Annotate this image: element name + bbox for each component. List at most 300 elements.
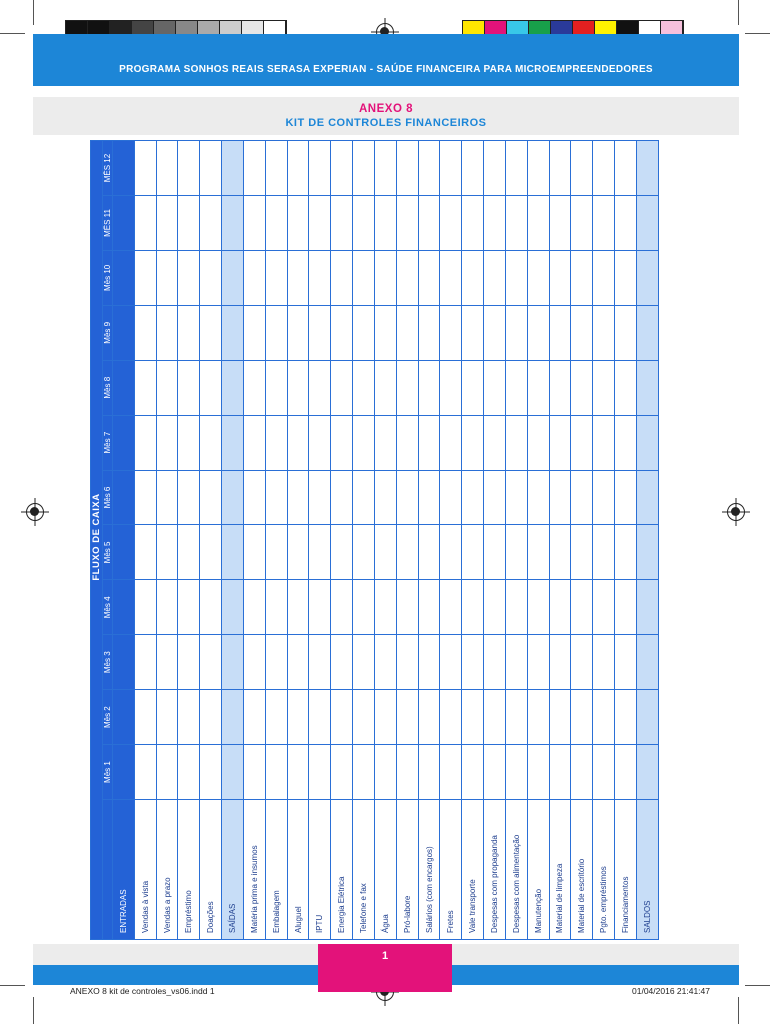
value-cell[interactable] xyxy=(571,635,593,690)
value-cell[interactable] xyxy=(222,470,244,525)
value-cell[interactable] xyxy=(593,525,615,580)
value-cell[interactable] xyxy=(243,635,265,690)
value-cell[interactable] xyxy=(440,141,462,196)
value-cell[interactable] xyxy=(222,745,244,800)
value-cell[interactable] xyxy=(134,196,156,251)
value-cell[interactable] xyxy=(243,745,265,800)
value-cell[interactable] xyxy=(636,250,658,305)
value-cell[interactable] xyxy=(156,635,178,690)
value-cell[interactable] xyxy=(309,141,331,196)
value-cell[interactable] xyxy=(505,415,527,470)
value-cell[interactable] xyxy=(222,690,244,745)
value-cell[interactable] xyxy=(505,525,527,580)
value-cell[interactable] xyxy=(156,525,178,580)
value-cell[interactable] xyxy=(615,196,637,251)
value-cell[interactable] xyxy=(484,525,506,580)
value-cell[interactable] xyxy=(505,580,527,635)
value-cell[interactable] xyxy=(309,470,331,525)
value-cell[interactable] xyxy=(418,415,440,470)
value-cell[interactable] xyxy=(484,196,506,251)
value-cell[interactable] xyxy=(505,690,527,745)
value-cell[interactable] xyxy=(243,250,265,305)
value-cell[interactable] xyxy=(615,415,637,470)
value-cell[interactable] xyxy=(113,196,135,251)
value-cell[interactable] xyxy=(527,690,549,745)
value-cell[interactable] xyxy=(440,470,462,525)
value-cell[interactable] xyxy=(636,525,658,580)
value-cell[interactable] xyxy=(440,525,462,580)
value-cell[interactable] xyxy=(265,250,287,305)
value-cell[interactable] xyxy=(549,250,571,305)
value-cell[interactable] xyxy=(505,470,527,525)
value-cell[interactable] xyxy=(200,525,222,580)
value-cell[interactable] xyxy=(331,745,353,800)
value-cell[interactable] xyxy=(265,141,287,196)
value-cell[interactable] xyxy=(156,745,178,800)
value-cell[interactable] xyxy=(113,250,135,305)
value-cell[interactable] xyxy=(374,635,396,690)
value-cell[interactable] xyxy=(243,141,265,196)
value-cell[interactable] xyxy=(571,196,593,251)
value-cell[interactable] xyxy=(287,470,309,525)
value-cell[interactable] xyxy=(462,690,484,745)
value-cell[interactable] xyxy=(134,525,156,580)
value-cell[interactable] xyxy=(636,470,658,525)
value-cell[interactable] xyxy=(549,580,571,635)
value-cell[interactable] xyxy=(222,141,244,196)
value-cell[interactable] xyxy=(243,196,265,251)
value-cell[interactable] xyxy=(484,635,506,690)
value-cell[interactable] xyxy=(156,360,178,415)
value-cell[interactable] xyxy=(353,250,375,305)
value-cell[interactable] xyxy=(396,690,418,745)
value-cell[interactable] xyxy=(396,580,418,635)
value-cell[interactable] xyxy=(243,525,265,580)
value-cell[interactable] xyxy=(418,470,440,525)
value-cell[interactable] xyxy=(505,250,527,305)
value-cell[interactable] xyxy=(440,415,462,470)
value-cell[interactable] xyxy=(527,580,549,635)
value-cell[interactable] xyxy=(374,415,396,470)
value-cell[interactable] xyxy=(134,745,156,800)
value-cell[interactable] xyxy=(374,305,396,360)
value-cell[interactable] xyxy=(484,745,506,800)
value-cell[interactable] xyxy=(178,470,200,525)
value-cell[interactable] xyxy=(353,745,375,800)
value-cell[interactable] xyxy=(134,470,156,525)
value-cell[interactable] xyxy=(440,360,462,415)
value-cell[interactable] xyxy=(440,305,462,360)
value-cell[interactable] xyxy=(200,196,222,251)
value-cell[interactable] xyxy=(156,141,178,196)
value-cell[interactable] xyxy=(309,305,331,360)
value-cell[interactable] xyxy=(396,415,418,470)
value-cell[interactable] xyxy=(265,745,287,800)
value-cell[interactable] xyxy=(374,690,396,745)
value-cell[interactable] xyxy=(222,196,244,251)
value-cell[interactable] xyxy=(615,360,637,415)
value-cell[interactable] xyxy=(331,470,353,525)
value-cell[interactable] xyxy=(615,690,637,745)
value-cell[interactable] xyxy=(462,196,484,251)
value-cell[interactable] xyxy=(287,141,309,196)
value-cell[interactable] xyxy=(113,470,135,525)
value-cell[interactable] xyxy=(353,635,375,690)
value-cell[interactable] xyxy=(396,250,418,305)
value-cell[interactable] xyxy=(593,635,615,690)
value-cell[interactable] xyxy=(265,470,287,525)
value-cell[interactable] xyxy=(353,360,375,415)
value-cell[interactable] xyxy=(593,690,615,745)
value-cell[interactable] xyxy=(527,415,549,470)
value-cell[interactable] xyxy=(353,305,375,360)
value-cell[interactable] xyxy=(243,360,265,415)
value-cell[interactable] xyxy=(462,360,484,415)
value-cell[interactable] xyxy=(287,690,309,745)
value-cell[interactable] xyxy=(418,141,440,196)
value-cell[interactable] xyxy=(571,415,593,470)
value-cell[interactable] xyxy=(113,141,135,196)
value-cell[interactable] xyxy=(396,745,418,800)
value-cell[interactable] xyxy=(331,141,353,196)
value-cell[interactable] xyxy=(113,525,135,580)
value-cell[interactable] xyxy=(134,415,156,470)
value-cell[interactable] xyxy=(287,635,309,690)
value-cell[interactable] xyxy=(134,305,156,360)
value-cell[interactable] xyxy=(265,360,287,415)
value-cell[interactable] xyxy=(396,305,418,360)
value-cell[interactable] xyxy=(200,690,222,745)
value-cell[interactable] xyxy=(222,635,244,690)
value-cell[interactable] xyxy=(527,470,549,525)
value-cell[interactable] xyxy=(134,141,156,196)
value-cell[interactable] xyxy=(222,580,244,635)
value-cell[interactable] xyxy=(374,745,396,800)
value-cell[interactable] xyxy=(156,196,178,251)
value-cell[interactable] xyxy=(265,305,287,360)
value-cell[interactable] xyxy=(571,745,593,800)
value-cell[interactable] xyxy=(200,360,222,415)
value-cell[interactable] xyxy=(440,250,462,305)
value-cell[interactable] xyxy=(178,745,200,800)
value-cell[interactable] xyxy=(374,360,396,415)
value-cell[interactable] xyxy=(505,141,527,196)
value-cell[interactable] xyxy=(527,745,549,800)
value-cell[interactable] xyxy=(571,250,593,305)
value-cell[interactable] xyxy=(462,250,484,305)
value-cell[interactable] xyxy=(462,305,484,360)
value-cell[interactable] xyxy=(636,580,658,635)
value-cell[interactable] xyxy=(331,580,353,635)
value-cell[interactable] xyxy=(156,470,178,525)
value-cell[interactable] xyxy=(178,635,200,690)
value-cell[interactable] xyxy=(178,690,200,745)
value-cell[interactable] xyxy=(374,525,396,580)
value-cell[interactable] xyxy=(396,525,418,580)
value-cell[interactable] xyxy=(287,745,309,800)
value-cell[interactable] xyxy=(549,141,571,196)
value-cell[interactable] xyxy=(615,525,637,580)
value-cell[interactable] xyxy=(593,141,615,196)
value-cell[interactable] xyxy=(287,305,309,360)
value-cell[interactable] xyxy=(134,635,156,690)
value-cell[interactable] xyxy=(374,141,396,196)
value-cell[interactable] xyxy=(549,745,571,800)
value-cell[interactable] xyxy=(571,690,593,745)
value-cell[interactable] xyxy=(418,635,440,690)
value-cell[interactable] xyxy=(200,250,222,305)
value-cell[interactable] xyxy=(615,745,637,800)
value-cell[interactable] xyxy=(418,525,440,580)
value-cell[interactable] xyxy=(593,415,615,470)
value-cell[interactable] xyxy=(178,305,200,360)
value-cell[interactable] xyxy=(440,690,462,745)
value-cell[interactable] xyxy=(593,470,615,525)
value-cell[interactable] xyxy=(178,196,200,251)
value-cell[interactable] xyxy=(549,196,571,251)
value-cell[interactable] xyxy=(200,745,222,800)
value-cell[interactable] xyxy=(484,360,506,415)
value-cell[interactable] xyxy=(549,360,571,415)
value-cell[interactable] xyxy=(374,470,396,525)
value-cell[interactable] xyxy=(527,141,549,196)
value-cell[interactable] xyxy=(636,415,658,470)
value-cell[interactable] xyxy=(396,141,418,196)
value-cell[interactable] xyxy=(287,196,309,251)
value-cell[interactable] xyxy=(222,250,244,305)
value-cell[interactable] xyxy=(265,580,287,635)
value-cell[interactable] xyxy=(222,415,244,470)
value-cell[interactable] xyxy=(484,470,506,525)
value-cell[interactable] xyxy=(615,141,637,196)
value-cell[interactable] xyxy=(353,580,375,635)
value-cell[interactable] xyxy=(178,141,200,196)
value-cell[interactable] xyxy=(418,305,440,360)
value-cell[interactable] xyxy=(505,745,527,800)
value-cell[interactable] xyxy=(331,196,353,251)
value-cell[interactable] xyxy=(527,525,549,580)
value-cell[interactable] xyxy=(113,690,135,745)
value-cell[interactable] xyxy=(156,415,178,470)
value-cell[interactable] xyxy=(200,580,222,635)
value-cell[interactable] xyxy=(527,635,549,690)
value-cell[interactable] xyxy=(243,415,265,470)
value-cell[interactable] xyxy=(462,141,484,196)
value-cell[interactable] xyxy=(615,635,637,690)
value-cell[interactable] xyxy=(571,141,593,196)
value-cell[interactable] xyxy=(615,580,637,635)
value-cell[interactable] xyxy=(571,580,593,635)
value-cell[interactable] xyxy=(243,690,265,745)
value-cell[interactable] xyxy=(331,415,353,470)
value-cell[interactable] xyxy=(549,690,571,745)
value-cell[interactable] xyxy=(396,360,418,415)
value-cell[interactable] xyxy=(593,305,615,360)
value-cell[interactable] xyxy=(353,470,375,525)
value-cell[interactable] xyxy=(113,305,135,360)
value-cell[interactable] xyxy=(615,470,637,525)
value-cell[interactable] xyxy=(156,305,178,360)
value-cell[interactable] xyxy=(309,580,331,635)
value-cell[interactable] xyxy=(331,525,353,580)
value-cell[interactable] xyxy=(134,250,156,305)
value-cell[interactable] xyxy=(309,250,331,305)
value-cell[interactable] xyxy=(243,305,265,360)
value-cell[interactable] xyxy=(156,690,178,745)
value-cell[interactable] xyxy=(113,745,135,800)
value-cell[interactable] xyxy=(484,305,506,360)
value-cell[interactable] xyxy=(200,635,222,690)
value-cell[interactable] xyxy=(287,360,309,415)
value-cell[interactable] xyxy=(505,360,527,415)
value-cell[interactable] xyxy=(331,250,353,305)
value-cell[interactable] xyxy=(593,580,615,635)
value-cell[interactable] xyxy=(571,525,593,580)
value-cell[interactable] xyxy=(243,580,265,635)
value-cell[interactable] xyxy=(396,196,418,251)
value-cell[interactable] xyxy=(484,141,506,196)
value-cell[interactable] xyxy=(222,360,244,415)
value-cell[interactable] xyxy=(243,470,265,525)
value-cell[interactable] xyxy=(200,415,222,470)
value-cell[interactable] xyxy=(462,635,484,690)
value-cell[interactable] xyxy=(484,415,506,470)
value-cell[interactable] xyxy=(571,305,593,360)
value-cell[interactable] xyxy=(462,580,484,635)
value-cell[interactable] xyxy=(200,141,222,196)
value-cell[interactable] xyxy=(222,525,244,580)
value-cell[interactable] xyxy=(265,690,287,745)
value-cell[interactable] xyxy=(178,360,200,415)
value-cell[interactable] xyxy=(549,470,571,525)
value-cell[interactable] xyxy=(440,196,462,251)
value-cell[interactable] xyxy=(156,250,178,305)
value-cell[interactable] xyxy=(440,580,462,635)
value-cell[interactable] xyxy=(636,141,658,196)
value-cell[interactable] xyxy=(615,250,637,305)
value-cell[interactable] xyxy=(527,196,549,251)
value-cell[interactable] xyxy=(440,635,462,690)
value-cell[interactable] xyxy=(462,415,484,470)
value-cell[interactable] xyxy=(265,415,287,470)
value-cell[interactable] xyxy=(440,745,462,800)
value-cell[interactable] xyxy=(527,305,549,360)
value-cell[interactable] xyxy=(353,690,375,745)
value-cell[interactable] xyxy=(287,415,309,470)
value-cell[interactable] xyxy=(287,250,309,305)
value-cell[interactable] xyxy=(571,470,593,525)
value-cell[interactable] xyxy=(309,415,331,470)
value-cell[interactable] xyxy=(505,635,527,690)
value-cell[interactable] xyxy=(200,305,222,360)
value-cell[interactable] xyxy=(113,415,135,470)
value-cell[interactable] xyxy=(527,360,549,415)
value-cell[interactable] xyxy=(462,525,484,580)
value-cell[interactable] xyxy=(636,360,658,415)
value-cell[interactable] xyxy=(374,250,396,305)
value-cell[interactable] xyxy=(418,745,440,800)
value-cell[interactable] xyxy=(178,580,200,635)
value-cell[interactable] xyxy=(593,196,615,251)
value-cell[interactable] xyxy=(309,196,331,251)
value-cell[interactable] xyxy=(418,196,440,251)
value-cell[interactable] xyxy=(462,470,484,525)
value-cell[interactable] xyxy=(374,580,396,635)
value-cell[interactable] xyxy=(200,470,222,525)
value-cell[interactable] xyxy=(418,580,440,635)
value-cell[interactable] xyxy=(549,305,571,360)
value-cell[interactable] xyxy=(309,525,331,580)
value-cell[interactable] xyxy=(331,635,353,690)
value-cell[interactable] xyxy=(636,196,658,251)
value-cell[interactable] xyxy=(615,305,637,360)
value-cell[interactable] xyxy=(265,196,287,251)
value-cell[interactable] xyxy=(178,250,200,305)
value-cell[interactable] xyxy=(353,141,375,196)
value-cell[interactable] xyxy=(418,250,440,305)
value-cell[interactable] xyxy=(178,415,200,470)
value-cell[interactable] xyxy=(353,196,375,251)
value-cell[interactable] xyxy=(484,580,506,635)
value-cell[interactable] xyxy=(178,525,200,580)
value-cell[interactable] xyxy=(571,360,593,415)
value-cell[interactable] xyxy=(484,690,506,745)
value-cell[interactable] xyxy=(265,635,287,690)
value-cell[interactable] xyxy=(636,690,658,745)
value-cell[interactable] xyxy=(309,745,331,800)
value-cell[interactable] xyxy=(134,580,156,635)
value-cell[interactable] xyxy=(331,360,353,415)
value-cell[interactable] xyxy=(462,745,484,800)
value-cell[interactable] xyxy=(636,305,658,360)
value-cell[interactable] xyxy=(265,525,287,580)
value-cell[interactable] xyxy=(331,305,353,360)
value-cell[interactable] xyxy=(134,360,156,415)
value-cell[interactable] xyxy=(374,196,396,251)
value-cell[interactable] xyxy=(593,360,615,415)
value-cell[interactable] xyxy=(156,580,178,635)
value-cell[interactable] xyxy=(309,360,331,415)
value-cell[interactable] xyxy=(309,690,331,745)
value-cell[interactable] xyxy=(636,745,658,800)
value-cell[interactable] xyxy=(353,415,375,470)
value-cell[interactable] xyxy=(287,580,309,635)
value-cell[interactable] xyxy=(353,525,375,580)
value-cell[interactable] xyxy=(396,635,418,690)
value-cell[interactable] xyxy=(549,415,571,470)
value-cell[interactable] xyxy=(113,360,135,415)
value-cell[interactable] xyxy=(549,635,571,690)
value-cell[interactable] xyxy=(636,635,658,690)
value-cell[interactable] xyxy=(505,196,527,251)
value-cell[interactable] xyxy=(331,690,353,745)
value-cell[interactable] xyxy=(418,690,440,745)
value-cell[interactable] xyxy=(134,690,156,745)
value-cell[interactable] xyxy=(287,525,309,580)
value-cell[interactable] xyxy=(549,525,571,580)
value-cell[interactable] xyxy=(418,360,440,415)
value-cell[interactable] xyxy=(222,305,244,360)
value-cell[interactable] xyxy=(484,250,506,305)
value-cell[interactable] xyxy=(505,305,527,360)
value-cell[interactable] xyxy=(527,250,549,305)
value-cell[interactable] xyxy=(113,580,135,635)
value-cell[interactable] xyxy=(309,635,331,690)
value-cell[interactable] xyxy=(113,635,135,690)
value-cell[interactable] xyxy=(593,250,615,305)
value-cell[interactable] xyxy=(396,470,418,525)
value-cell[interactable] xyxy=(593,745,615,800)
